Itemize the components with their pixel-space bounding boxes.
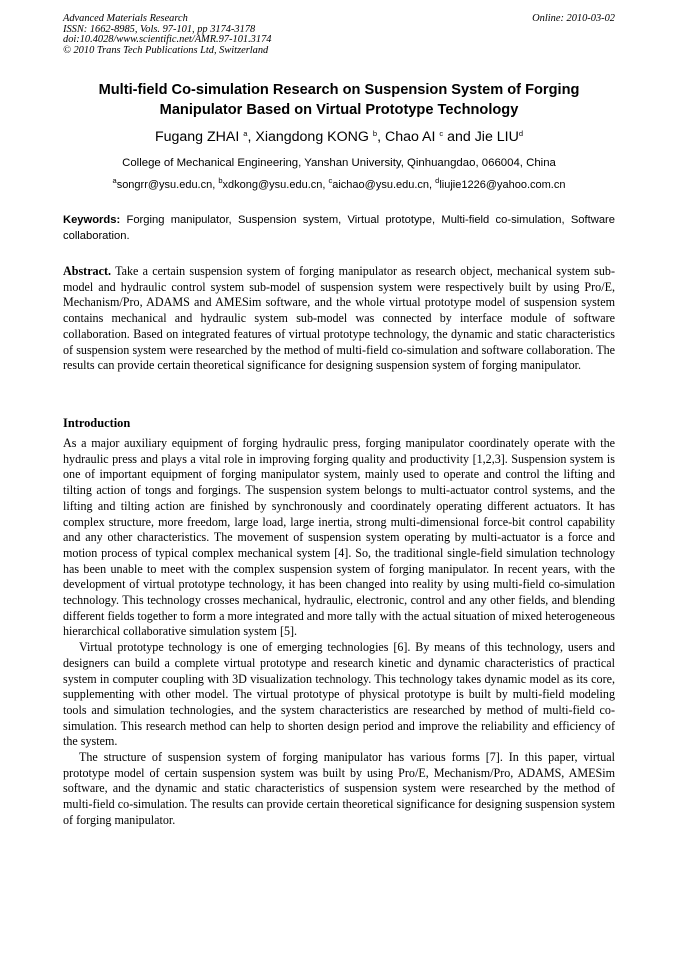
author-and: and — [443, 129, 475, 145]
paragraph: As a major auxiliary equipment of forging hydraulic press, forging manipulator coordinately operate with the hydraulic press and plays a vital role in improving forging quality and productivity [1,2,3]. Suspension system is one of important equipment of forging manipulator system, mainly used to operate and control the lifting and tilting action of tongs and forgings. The suspension system belongs to multi-actuator control systems, and the lifting and tilting action are finished by synchronously and coordinately operating different actuators. It has complex structure, more freedom, large load, large inertia, strong multi-dimensional force-bit control capability and any other characteristics. The movement of suspension system operating by multi-actuator is a force and motion process of typical complex mechanical system [4]. So, the traditional single-field simulation technology has been unable to meet with the complex suspension system of forging manipulator. In recent years, with the development of virtual prototype technology, it has been changed into reality by using multi-field co-simulation technology. This technology crosses mechanical, hydraulic, electronic, control and any other fields, and blending different fields together to form a more integrated and more tally with the actual situation of mixed heterogeneous hierarchical collaborative simulation system [5]. — [63, 436, 615, 639]
email-address: xdkong@ysu.edu.cn — [222, 179, 323, 191]
issn-line: ISSN: 1662-8985, Vols. 97-101, pp 3174-3178 — [63, 23, 256, 35]
author-list — [40, 128, 638, 146]
email-superscript: d — [435, 176, 440, 185]
author-separator: , — [377, 129, 385, 145]
author-name: Xiangdong KONG — [255, 129, 369, 145]
email-address: liujie1226@yahoo.com.cn — [439, 179, 566, 191]
email-superscript: a — [112, 176, 117, 185]
email-superscript: c — [328, 176, 333, 185]
email-address: aichao@ysu.edu.cn — [332, 179, 430, 191]
journal-name: Advanced Materials Research — [63, 13, 188, 24]
paper-title — [40, 81, 638, 120]
author-superscript: c — [439, 129, 444, 138]
online-date: Online: 2010-03-02 — [532, 13, 615, 24]
abstract-section — [63, 264, 615, 374]
paragraph: Virtual prototype technology is one of emerging technologies [6]. By means of this technology, users and designers can build a complete virtual prototype and research kinetic and dynamic characteristics of practical system in computer coupling with 3D visualization technology. This technology takes dynamic model as its core, supplementing with other model. The virtual prototype of physical prototype is built by multi-field modeling tools and simulation technologies, and the system characteristics are researched by method of multi-field co-simulation. This research method can help to shorten design period and improve the reliability and efficiency of the system. — [63, 640, 615, 749]
paragraph: The structure of suspension system of forging manipulator has various forms [7]. In this paper, virtual prototype model of certain suspension system was built by using Pro/E, Mechanism/Pro, ADAMS, AMESim software, and the dynamic and static characteristics of suspension system were researched by the method of multi-field co-simulation. The results can provide certain theoretical significance for designing suspension system of forging manipulator. — [63, 750, 615, 827]
journal-header — [63, 14, 615, 56]
author-superscript: b — [372, 129, 378, 138]
keywords-text: Forging manipulator, Suspension system, Virtual prototype, Multi-field co-simulation, Software collaboration. — [63, 214, 615, 243]
email-address: songrr@ysu.edu.cn — [116, 179, 213, 191]
author-superscript: d — [518, 129, 524, 138]
title-line-1: Multi-field Co-simulation Research on Suspension System of Forging — [98, 82, 580, 98]
author-name: Fugang ZHAI — [154, 129, 240, 145]
introduction-heading: Introduction — [63, 416, 131, 430]
author-name: Chao AI — [384, 129, 436, 145]
keywords-label: Keywords: — [63, 214, 121, 226]
title-line-2: Manipulator Based on Virtual Prototype Technology — [159, 101, 519, 118]
email-separator: , — [429, 179, 436, 191]
email-separator: , — [212, 179, 219, 191]
author-separator: , — [247, 129, 256, 145]
abstract-label: Abstract. — [63, 264, 112, 278]
keywords-section — [63, 212, 615, 244]
author-superscript: a — [243, 129, 248, 138]
author-name: Jie LIU — [474, 129, 519, 145]
doi-line: doi:10.4028/www.scientific.net/AMR.97-101.3174 — [63, 34, 272, 46]
email-superscript: b — [218, 176, 223, 185]
affiliation: College of Mechanical Engineering, Yanshan University, Qinhuangdao, 066004, China — [122, 157, 556, 169]
email-separator: , — [322, 179, 329, 191]
introduction-body — [63, 436, 615, 829]
email-list — [40, 178, 638, 192]
copyright-line: © 2010 Trans Tech Publications Ltd, Switzerland — [63, 44, 269, 56]
abstract-text: Take a certain suspension system of forging manipulator as research object, mechanical system sub-model and hydraulic control system sub-model of suspension system were respectively built by using Pro/E, Mechanism/Pro, ADAMS and AMESim software, and the whole virtual prototype model of suspension system contains mechanical and hydraulic system sub-model was connected by interface module of software collaboration. Based on integrated features of virtual prototype technology, the dynamic and static characteristics of suspension system were researched by the method of multi-field co-simulation and software collaboration. The results can provide certain theoretical significance for designing suspension system of forging manipulator. — [63, 264, 615, 373]
